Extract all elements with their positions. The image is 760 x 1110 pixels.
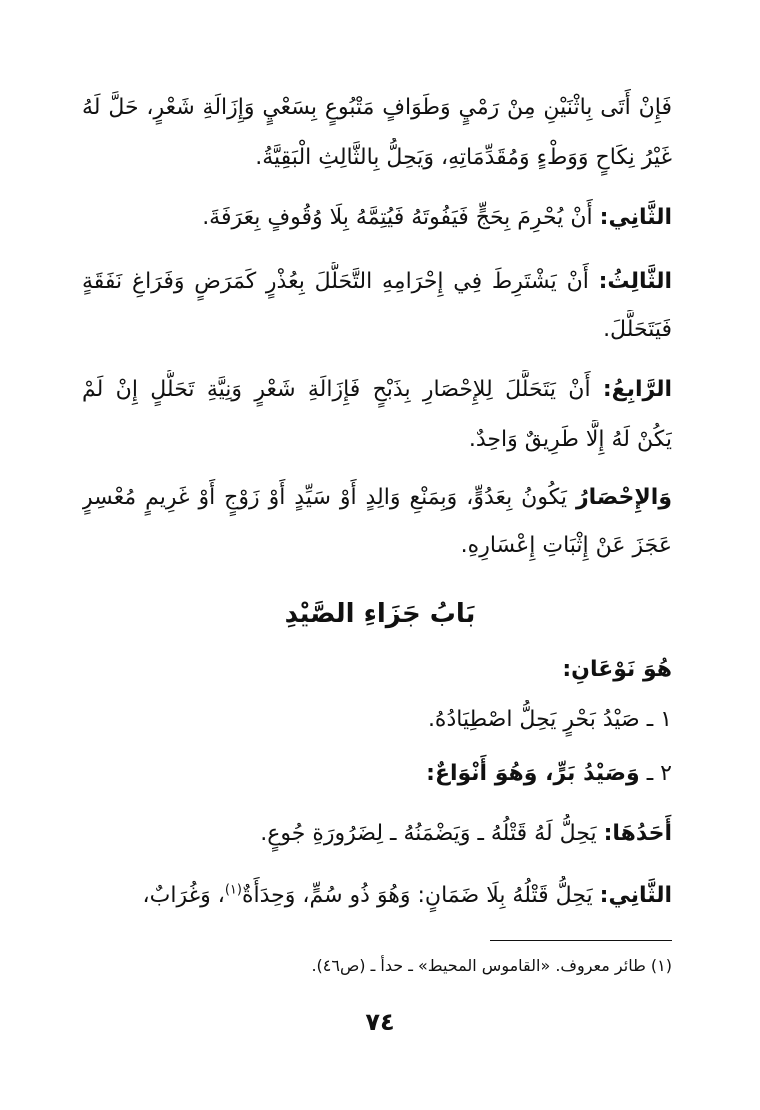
type-second-text-a: يَحِلُّ قَتْلُهُ بِلَا ضَمَانٍ: وَهُوَ ذُو سُمٍّ، وَحِدَأَةٌ (241, 883, 600, 908)
paragraph-5-line-2: عَجَزَ عَنْ إِثْبَاتِ إِعْسَارِهِ. (460, 533, 672, 558)
list-item-2-number: ٢ (660, 761, 672, 786)
paragraph-2-lead: الثَّانِي: (599, 205, 672, 230)
paragraph-3-text: أَنْ يَشْتَرِطَ فِي إِحْرَامِهِ التَّحَلُّلَ بِعُذْرٍ كَمَرَضٍ وَفَرَاغِ نَفَقَةٍ (82, 269, 599, 294)
type-second (82, 876, 672, 916)
type-first-lead: أَحَدُهَا: (603, 821, 672, 846)
paragraph-4-text: أَنْ يَتَحَلَّلَ لِلإِحْصَارِ بِذَبْحٍ فَإِزَالَةِ شَعْرٍ وَنِيَّةِ تَحَلُّلٍ إِنْ لَمْ (82, 377, 603, 402)
paragraph-2-text: أَنْ يُحْرِمَ بِحَجٍّ فَيَفُوتَهُ فَيُتِمَّهُ بِلَا وُقُوفٍ بِعَرَفَةَ. (202, 205, 600, 230)
page-number: ٧٤ (365, 1008, 395, 1036)
list-item-1-number: ١ (660, 707, 672, 732)
footnote-number: (١) (650, 956, 672, 975)
list-item-1-text: صَيْدُ بَحْرٍ يَحِلُّ اصْطِيَادُهُ. (427, 707, 640, 732)
list-item-1 (82, 700, 672, 740)
section-intro: هُوَ نَوْعَانِ: (562, 657, 672, 682)
list-item-2-text: وَصَيْدُ بَرٍّ، وَهُوَ أَنْوَاعٌ: (426, 761, 640, 786)
footnote-text: طائر معروف. «القاموس المحيط» ـ حدأ ـ (ص٤٦). (311, 956, 646, 975)
paragraph-5-lead: وَالإِحْصَارُ (575, 485, 672, 510)
paragraph-5-line-1 (82, 478, 672, 518)
paragraph-3-line-1 (82, 262, 672, 302)
type-second-text-b: ، وَغُرَابٌ، (142, 883, 225, 908)
type-first-text: يَحِلُّ لَهُ قَتْلُهُ ـ وَيَضْمَنُهُ ـ لِضَرُورَةِ جُوعٍ. (260, 821, 604, 846)
section-heading: بَابُ جَزَاءِ الصَّيْدِ (284, 599, 476, 629)
paragraph-4-line-2: يَكُنْ لَهُ إِلَّا طَرِيقٌ وَاحِدٌ. (468, 427, 672, 452)
paragraph-4-lead: الرَّابِعُ: (602, 377, 672, 402)
footnote (82, 951, 672, 981)
paragraph-3-lead: الثَّالِثُ: (598, 269, 672, 294)
list-item-1-dash: ـ (639, 707, 661, 732)
type-first (82, 814, 672, 854)
footnote-reference[interactable]: (١) (224, 882, 242, 898)
footnote-divider (490, 940, 672, 941)
list-item-2-dash: ـ (639, 761, 661, 786)
paragraph-1-line-1: فَإِنْ أَتَى بِاثْنَيْنِ مِنْ رَمْيٍ وَطَوَافٍ مَتْبُوعٍ بِسَعْيٍ وَإِزَالَةِ شَعْرٍ، حَلَّ لَهُ (82, 95, 672, 120)
list-item-2 (82, 754, 672, 794)
paragraph-3-line-2: فَيَتَحَلَّلَ. (603, 317, 672, 342)
paragraph-4-line-1 (82, 370, 672, 410)
type-second-lead: الثَّانِي: (599, 883, 672, 908)
paragraph-2 (82, 198, 672, 238)
paragraph-5-text: يَكُونُ بِعَدُوٍّ، وَبِمَنْعِ وَالِدٍ أَوْ سَيِّدٍ أَوْ زَوْجٍ أَوْ غَرِيمٍ مُعْسِرٍ (82, 485, 576, 510)
paragraph-1-line-2: غَيْرُ نِكَاحٍ وَوَطْءٍ وَمُقَدِّمَاتِهِ، وَيَحِلُّ بِالثَّالِثِ الْبَقِيَّةُ. (255, 145, 672, 170)
